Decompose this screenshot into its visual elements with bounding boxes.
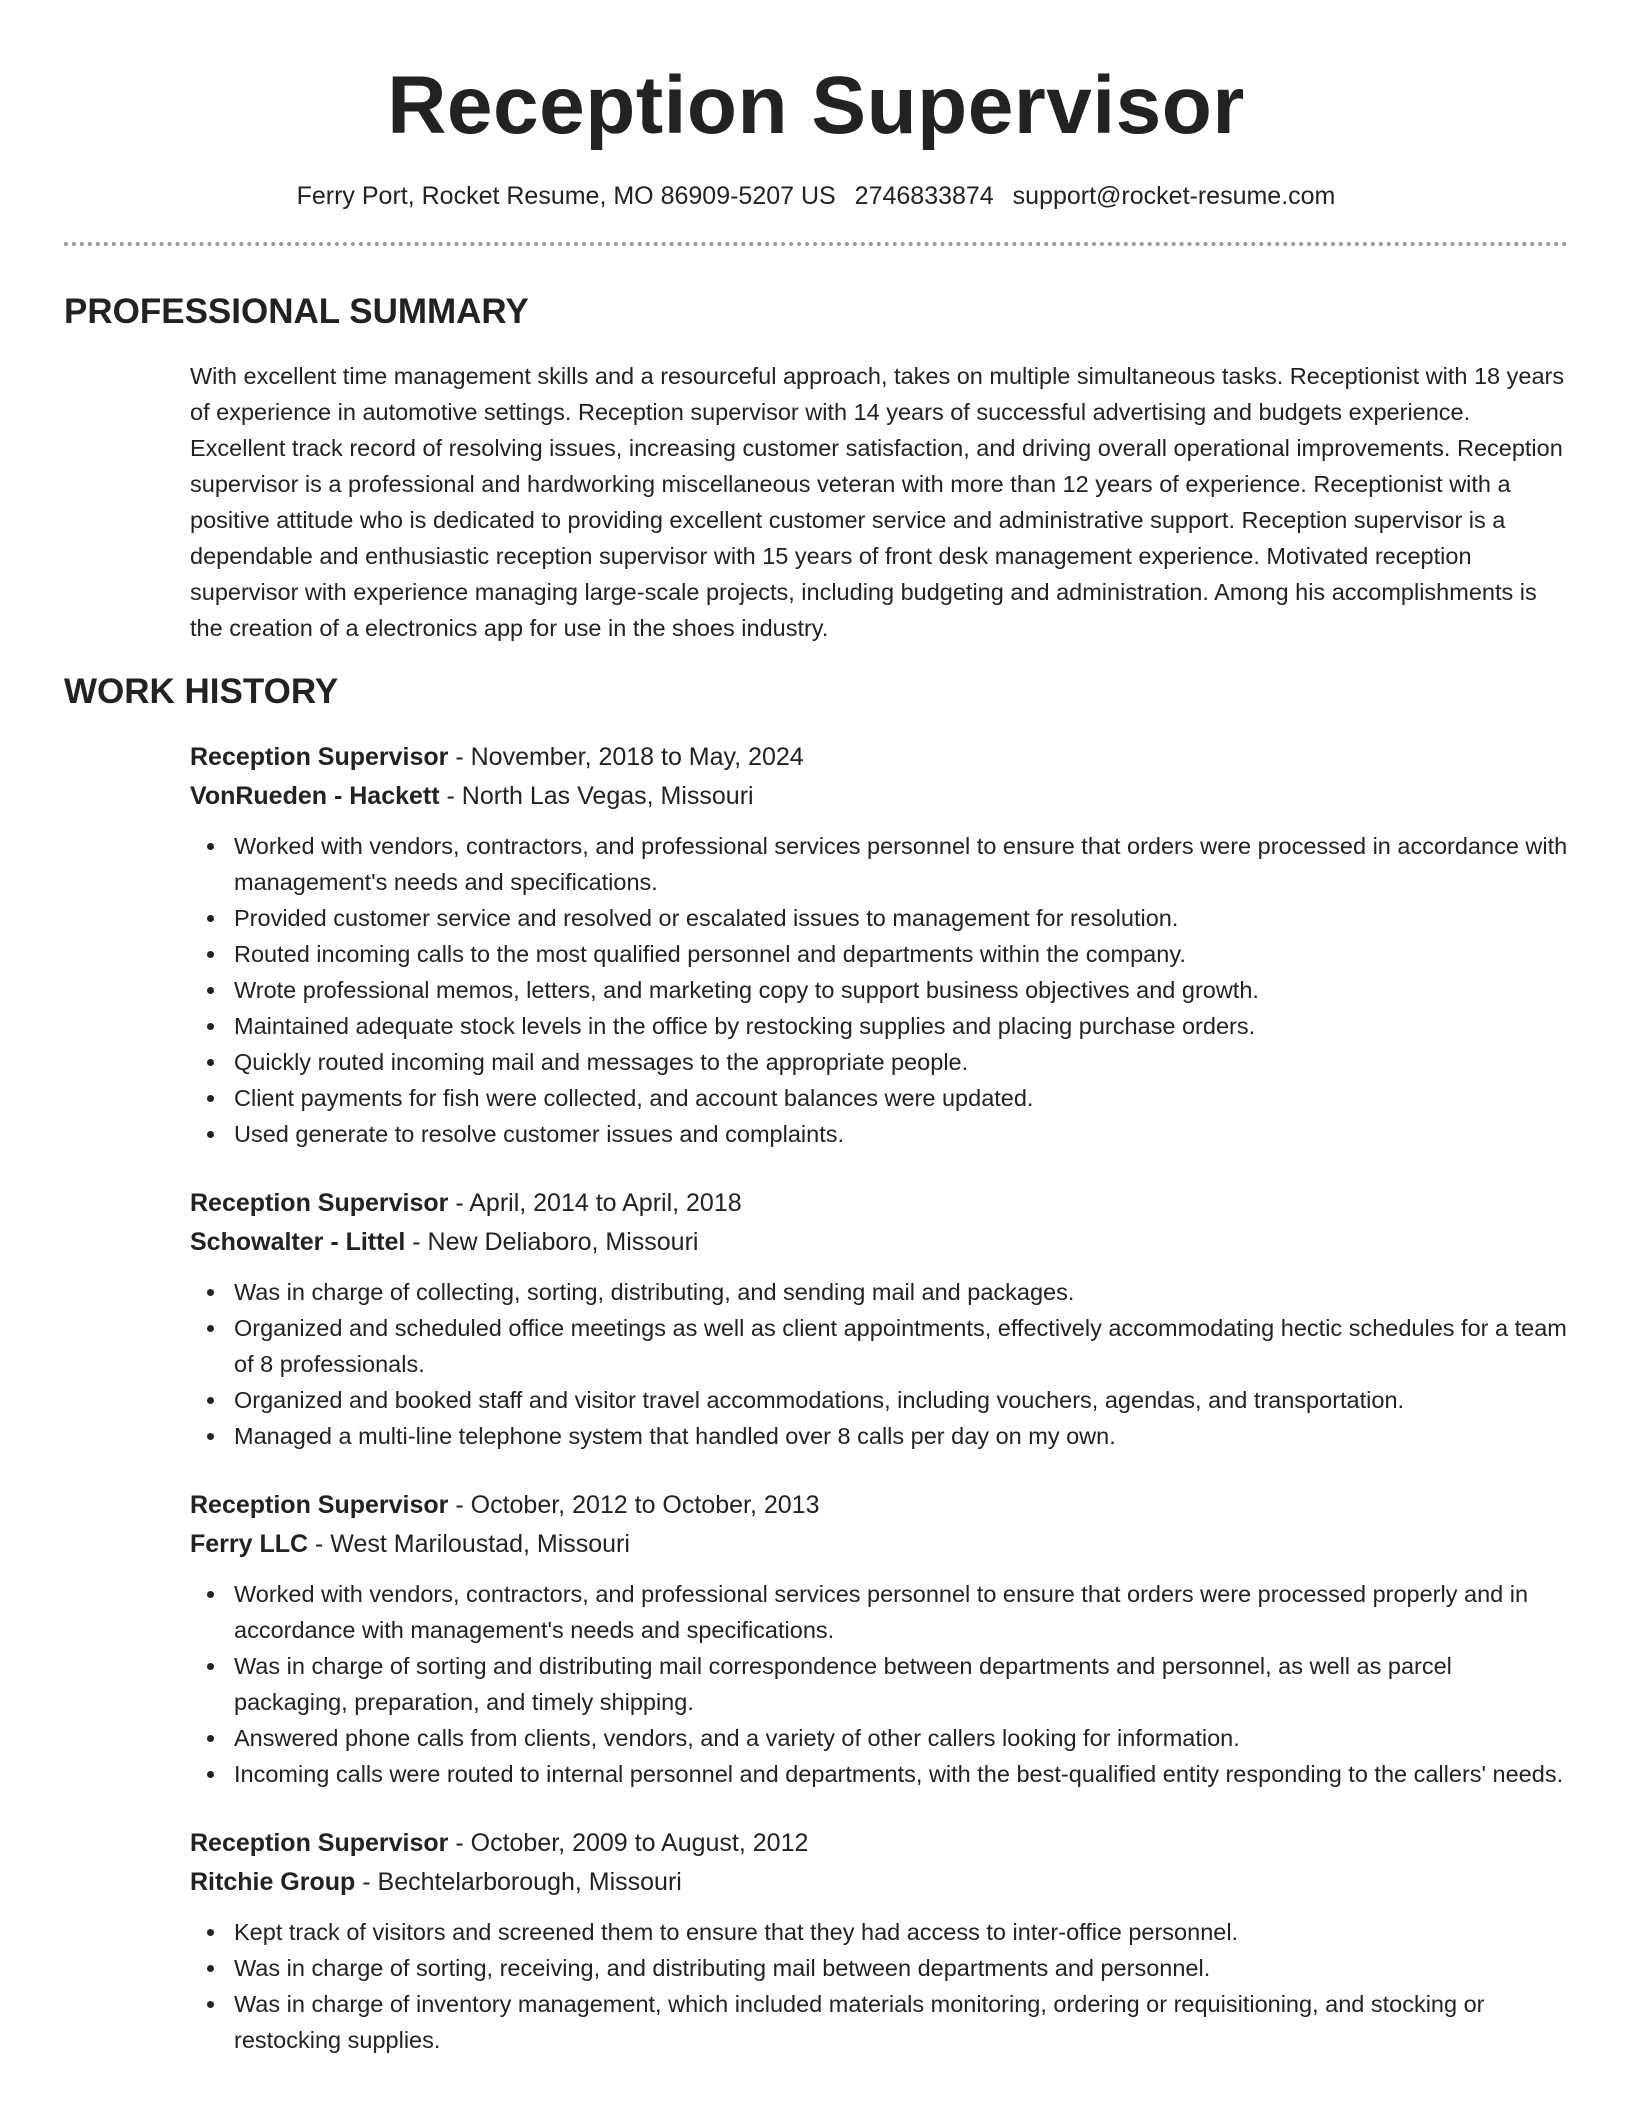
bullet-dot-icon [207, 951, 214, 958]
bullet-dot-icon [207, 915, 214, 922]
bullet-text: Kept track of visitors and screened them to ensure that they had access to inter-office personnel. [234, 1919, 1239, 1945]
bullet-item [190, 1418, 1568, 1454]
job-location: - North Las Vegas, Missouri [439, 782, 754, 810]
bullet-item [190, 1756, 1568, 1792]
job-title-line [190, 1824, 1568, 1863]
job-bullets [190, 1914, 1568, 2058]
bullet-dot-icon [207, 843, 214, 850]
job-location: - New Deliaboro, Missouri [405, 1228, 699, 1256]
bullet-item [190, 1310, 1568, 1382]
bullet-text: Was in charge of sorting and distributing mail correspondence between departments and personnel, as well as parcel packaging, preparation, and timely shipping. [234, 1653, 1452, 1715]
job-company-line [190, 1863, 1568, 1902]
bullet-text: Provided customer service and resolved or escalated issues to management for resolution. [234, 905, 1179, 931]
job-company: Schowalter - Littel [190, 1228, 406, 1256]
bullet-text: Answered phone calls from clients, vendors, and a variety of other callers looking for information. [234, 1725, 1240, 1751]
job-location: - West Mariloustad, Missouri [308, 1530, 630, 1558]
bullet-dot-icon [207, 1965, 214, 1972]
job-entry [190, 1184, 1568, 1454]
bullet-dot-icon [207, 1663, 214, 1670]
job-company-line [190, 777, 1568, 816]
job-dates: - October, 2012 to October, 2013 [448, 1491, 820, 1519]
bullet-text: Incoming calls were routed to internal personnel and departments, with the best-qualified entity responding to the callers' needs. [234, 1761, 1564, 1787]
bullet-text: Client payments for fish were collected, and account balances were updated. [234, 1085, 1034, 1111]
job-company-line [190, 1525, 1568, 1564]
bullet-text: Managed a multi-line telephone system that handled over 8 calls per day on my own. [234, 1423, 1116, 1449]
bullet-text: Organized and scheduled office meetings as well as client appointments, effectively accommodating hectic schedules for a team of 8 professionals. [234, 1315, 1567, 1377]
bullet-item [190, 1648, 1568, 1720]
bullet-item [190, 900, 1568, 936]
bullet-dot-icon [207, 1771, 214, 1778]
bullet-text: Organized and booked staff and visitor travel accommodations, including vouchers, agendas, and transportation. [234, 1387, 1405, 1413]
job-title-line [190, 1184, 1568, 1223]
summary-text: With excellent time management skills and a resourceful approach, takes on multiple simultaneous tasks. Receptionist with 18 years of experience in automotive settings. Reception supervisor with 14 years of successful advertising and budgets experience. Excellent track record of resolving issues, increasing customer satisfaction, and driving overall operational improvements. Reception supervisor is a professional and hardworking miscellaneous veteran with more than 12 years of experience. Receptionist with a positive attitude who is dedicated to providing excellent customer service and administrative support. Reception supervisor is a dependable and enthusiastic reception supervisor with 15 years of front desk management experience. Motivated reception supervisor with experience managing large-scale projects, including budgeting and administration. Among his accomplishments is the creation of a electronics app for use in the shoes industry. [190, 363, 1565, 641]
bullet-text: Was in charge of inventory management, which included materials monitoring, ordering or requisitioning, and stocking or restocking supplies. [234, 1991, 1485, 2053]
bullet-dot-icon [207, 1591, 214, 1598]
bullet-item [190, 828, 1568, 900]
job-dates: - April, 2014 to April, 2018 [448, 1189, 742, 1217]
work-history-list [190, 738, 1568, 2058]
bullet-dot-icon [207, 1397, 214, 1404]
bullet-text: Used generate to resolve customer issues and complaints. [234, 1121, 845, 1147]
bullet-text: Worked with vendors, contractors, and professional services personnel to ensure that orders were processed in accordance with management's needs and specifications. [234, 833, 1568, 895]
job-company: VonRueden - Hackett [190, 782, 440, 810]
job-role: Reception Supervisor [190, 1189, 449, 1217]
bullet-item [190, 1382, 1568, 1418]
bullet-dot-icon [207, 987, 214, 994]
job-location: - Bechtelarborough, Missouri [355, 1868, 682, 1896]
bullet-item [190, 1720, 1568, 1756]
job-company: Ritchie Group [190, 1868, 356, 1896]
bullet-text: Was in charge of sorting, receiving, and distributing mail between departments and personnel. [234, 1955, 1211, 1981]
bullet-item [190, 1080, 1568, 1116]
bullet-dot-icon [207, 1433, 214, 1440]
job-bullets [190, 1576, 1568, 1792]
bullet-dot-icon [207, 1059, 214, 1066]
contact-line [64, 180, 1568, 212]
job-company: Ferry LLC [190, 1530, 309, 1558]
job-dates: - November, 2018 to May, 2024 [448, 743, 804, 771]
bullet-dot-icon [207, 1289, 214, 1296]
bullet-item [190, 972, 1568, 1008]
bullet-item [190, 1950, 1568, 1986]
job-entry [190, 1824, 1568, 2058]
job-bullets [190, 1274, 1568, 1454]
job-entry [190, 738, 1568, 1152]
bullet-text: Quickly routed incoming mail and messages to the appropriate people. [234, 1049, 969, 1075]
bullet-dot-icon [207, 1735, 214, 1742]
job-role: Reception Supervisor [190, 743, 449, 771]
bullet-dot-icon [207, 1325, 214, 1332]
work-history-heading: WORK HISTORY [64, 672, 339, 711]
bullet-text: Maintained adequate stock levels in the office by restocking supplies and placing purchase orders. [234, 1013, 1256, 1039]
job-entry [190, 1486, 1568, 1792]
resume-page [64, 0, 1568, 2090]
bullet-item [190, 1914, 1568, 1950]
bullet-item [190, 1044, 1568, 1080]
bullet-dot-icon [207, 1929, 214, 1936]
dotted-divider [64, 242, 1568, 246]
bullet-item [190, 1274, 1568, 1310]
contact-address: Ferry Port, Rocket Resume, MO 86909-5207 US [296, 182, 836, 210]
bullet-item [190, 1116, 1568, 1152]
bullet-dot-icon [207, 1095, 214, 1102]
job-dates: - October, 2009 to August, 2012 [448, 1829, 809, 1857]
bullet-item [190, 1576, 1568, 1648]
bullet-item [190, 1986, 1568, 2058]
bullet-text: Wrote professional memos, letters, and marketing copy to support business objectives and growth. [234, 977, 1259, 1003]
summary-heading: PROFESSIONAL SUMMARY [64, 292, 529, 331]
job-title-line [190, 738, 1568, 777]
job-bullets [190, 828, 1568, 1152]
job-role: Reception Supervisor [190, 1491, 449, 1519]
bullet-dot-icon [207, 1131, 214, 1138]
bullet-text: Worked with vendors, contractors, and professional services personnel to ensure that orders were processed properly and in accordance with management's needs and specifications. [234, 1581, 1529, 1643]
bullet-dot-icon [207, 1023, 214, 1030]
job-company-line [190, 1223, 1568, 1262]
bullet-text: Routed incoming calls to the most qualified personnel and departments within the company. [234, 941, 1186, 967]
job-title-line [190, 1486, 1568, 1525]
contact-phone: 2746833874 [854, 182, 994, 210]
resume-name: Reception Supervisor [387, 60, 1245, 151]
contact-email: support@rocket-resume.com [1012, 182, 1336, 210]
bullet-item [190, 936, 1568, 972]
bullet-dot-icon [207, 2001, 214, 2008]
bullet-item [190, 1008, 1568, 1044]
bullet-text: Was in charge of collecting, sorting, distributing, and sending mail and packages. [234, 1279, 1075, 1305]
job-role: Reception Supervisor [190, 1829, 449, 1857]
